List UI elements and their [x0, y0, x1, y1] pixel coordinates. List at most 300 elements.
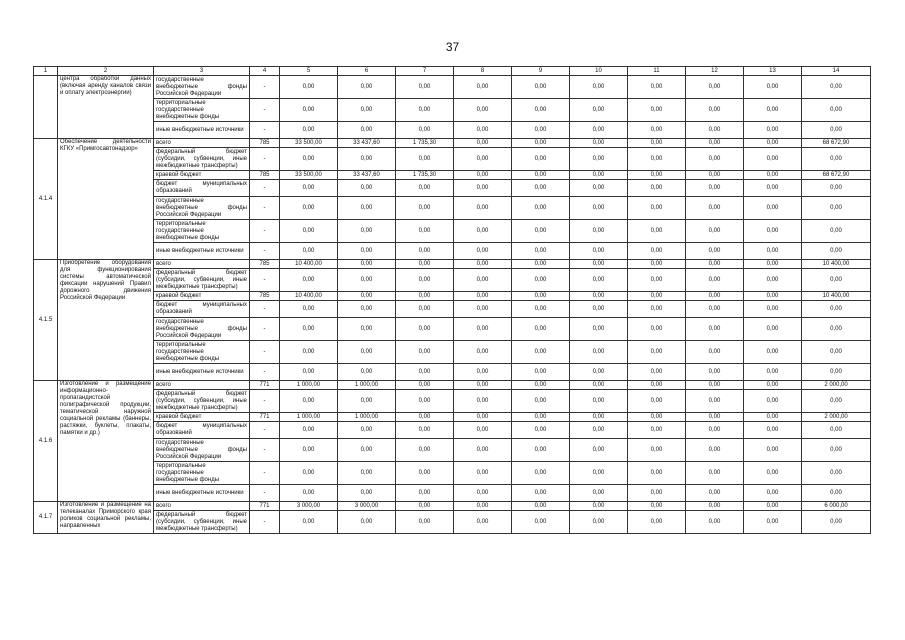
year-value: 0,00 — [338, 220, 396, 243]
funding-source: всего — [154, 381, 250, 390]
column-header-12: 12 — [686, 67, 744, 76]
total-value: 0,00 — [802, 269, 871, 292]
year-value: 0,00 — [628, 390, 686, 413]
year-value: 0,00 — [280, 364, 338, 381]
total-value: 0,00 — [802, 122, 871, 139]
table-row — [34, 180, 871, 197]
year-value: 0,00 — [628, 502, 686, 511]
year-value: 0,00 — [744, 292, 802, 301]
year-value: 0,00 — [338, 439, 396, 462]
year-value: 0,00 — [280, 422, 338, 439]
year-value: 0,00 — [744, 364, 802, 381]
year-value: 0,00 — [396, 220, 454, 243]
year-value: 0,00 — [570, 364, 628, 381]
year-value: 0,00 — [396, 364, 454, 381]
year-value: 0,00 — [744, 243, 802, 260]
funding-source: федеральный бюджет (субсидии, субвенции, иные межбюджетные трансферты) — [154, 511, 250, 534]
year-value: 0,00 — [454, 502, 512, 511]
year-value: 0,00 — [744, 180, 802, 197]
item-name: Обеспечение деятельности КГКУ «Примгосавтонадзор» — [58, 139, 154, 260]
year-value: 0,00 — [628, 171, 686, 180]
item-index — [34, 76, 58, 139]
year-value: 10 400,00 — [280, 260, 338, 269]
year-value: 0,00 — [280, 99, 338, 122]
total-value: 0,00 — [802, 318, 871, 341]
funding-source: иные внебюджетные источники — [154, 485, 250, 502]
item-name: центра обработки данных (включая аренду каналов связи и оплату электроэнергии) — [58, 76, 154, 139]
year-value: 0,00 — [280, 511, 338, 534]
year-value: 0,00 — [628, 301, 686, 318]
item-index: 4.1.6 — [34, 381, 58, 502]
year-value: 0,00 — [512, 220, 570, 243]
year-value: 0,00 — [628, 381, 686, 390]
funding-source: иные внебюджетные источники — [154, 364, 250, 381]
item-name: Изготовление и размещение на телеканалах Приморского края роликов социальной рекламы, направленных — [58, 502, 154, 534]
funding-source: государственные внебюджетные фонды Российской Федерации — [154, 197, 250, 220]
year-value: 0,00 — [280, 439, 338, 462]
year-value: 0,00 — [686, 502, 744, 511]
year-value: 0,00 — [396, 301, 454, 318]
budget-table-body — [34, 67, 871, 534]
year-value: 0,00 — [628, 148, 686, 171]
item-index: 4.1.5 — [34, 260, 58, 381]
year-value: 0,00 — [628, 139, 686, 148]
year-value: 0,00 — [744, 220, 802, 243]
funding-source: территориальные государственные внебюджетные фонды — [154, 99, 250, 122]
year-value: 0,00 — [512, 76, 570, 99]
year-value: 0,00 — [744, 462, 802, 485]
year-value: 0,00 — [628, 180, 686, 197]
year-value: 0,00 — [454, 381, 512, 390]
year-value: 0,00 — [454, 220, 512, 243]
table-row — [34, 364, 871, 381]
total-value: 0,00 — [802, 390, 871, 413]
table-row — [34, 381, 871, 390]
year-value: 0,00 — [512, 148, 570, 171]
year-value: 0,00 — [280, 301, 338, 318]
year-value: 0,00 — [338, 422, 396, 439]
year-value: 0,00 — [454, 422, 512, 439]
year-value: 0,00 — [686, 301, 744, 318]
budget-code: - — [250, 243, 280, 260]
total-value: 2 000,00 — [802, 413, 871, 422]
year-value: 0,00 — [338, 260, 396, 269]
year-value: 0,00 — [338, 511, 396, 534]
year-value: 0,00 — [396, 148, 454, 171]
year-value: 0,00 — [280, 318, 338, 341]
year-value: 0,00 — [280, 122, 338, 139]
year-value: 0,00 — [570, 260, 628, 269]
table-row — [34, 301, 871, 318]
year-value: 0,00 — [628, 341, 686, 364]
total-value: 0,00 — [802, 485, 871, 502]
year-value: 33 437,60 — [338, 171, 396, 180]
year-value: 0,00 — [744, 341, 802, 364]
year-value: 33 500,00 — [280, 171, 338, 180]
column-header-6: 6 — [338, 67, 396, 76]
year-value: 0,00 — [338, 341, 396, 364]
year-value: 0,00 — [396, 422, 454, 439]
year-value: 0,00 — [396, 99, 454, 122]
year-value: 0,00 — [628, 485, 686, 502]
year-value: 0,00 — [396, 269, 454, 292]
year-value: 0,00 — [338, 390, 396, 413]
table-row — [34, 422, 871, 439]
column-header-13: 13 — [744, 67, 802, 76]
year-value: 0,00 — [570, 76, 628, 99]
total-value: 68 672,90 — [802, 171, 871, 180]
budget-code: - — [250, 148, 280, 171]
year-value: 0,00 — [628, 292, 686, 301]
year-value: 0,00 — [512, 269, 570, 292]
year-value: 0,00 — [512, 292, 570, 301]
funding-source: федеральный бюджет (субсидии, субвенции, иные межбюджетные трансферты) — [154, 269, 250, 292]
year-value: 0,00 — [628, 462, 686, 485]
year-value: 0,00 — [744, 422, 802, 439]
year-value: 0,00 — [570, 439, 628, 462]
total-value: 10 400,00 — [802, 260, 871, 269]
year-value: 0,00 — [338, 301, 396, 318]
funding-source: территориальные государственные внебюджетные фонды — [154, 220, 250, 243]
budget-code: - — [250, 341, 280, 364]
year-value: 0,00 — [512, 171, 570, 180]
year-value: 0,00 — [628, 197, 686, 220]
funding-source: всего — [154, 139, 250, 148]
budget-table — [33, 66, 871, 534]
budget-code: - — [250, 220, 280, 243]
year-value: 0,00 — [628, 439, 686, 462]
year-value: 0,00 — [280, 76, 338, 99]
budget-code: - — [250, 197, 280, 220]
year-value: 0,00 — [570, 390, 628, 413]
year-value: 0,00 — [454, 197, 512, 220]
budget-code: - — [250, 76, 280, 99]
table-row — [34, 413, 871, 422]
year-value: 0,00 — [338, 197, 396, 220]
year-value: 0,00 — [628, 364, 686, 381]
funding-source: государственные внебюджетные фонды Российской Федерации — [154, 76, 250, 99]
table-row — [34, 462, 871, 485]
funding-source: краевой бюджет — [154, 171, 250, 180]
year-value: 0,00 — [570, 502, 628, 511]
year-value: 0,00 — [744, 390, 802, 413]
year-value: 0,00 — [396, 197, 454, 220]
year-value: 0,00 — [454, 180, 512, 197]
funding-source: краевой бюджет — [154, 292, 250, 301]
year-value: 0,00 — [512, 502, 570, 511]
year-value: 0,00 — [338, 180, 396, 197]
item-name: Изготовление и размещение информационно-пропагандистской полиграфической продукции, тематической наружной социальной рекламы (баннеры, растяжки, буклеты, плакаты, памятки и др.) — [58, 381, 154, 502]
table-row — [34, 139, 871, 148]
budget-code: - — [250, 364, 280, 381]
year-value: 0,00 — [686, 269, 744, 292]
year-value: 0,00 — [512, 381, 570, 390]
year-value: 0,00 — [512, 485, 570, 502]
year-value: 0,00 — [686, 122, 744, 139]
year-value: 0,00 — [570, 122, 628, 139]
item-index: 4.1.7 — [34, 502, 58, 534]
year-value: 0,00 — [686, 243, 744, 260]
column-header-5: 5 — [280, 67, 338, 76]
year-value: 0,00 — [570, 171, 628, 180]
year-value: 0,00 — [512, 364, 570, 381]
budget-code: - — [250, 122, 280, 139]
year-value: 0,00 — [280, 269, 338, 292]
year-value: 0,00 — [512, 413, 570, 422]
year-value: 0,00 — [512, 318, 570, 341]
year-value: 0,00 — [454, 364, 512, 381]
year-value: 0,00 — [744, 269, 802, 292]
budget-code: - — [250, 390, 280, 413]
year-value: 0,00 — [454, 439, 512, 462]
year-value: 0,00 — [686, 197, 744, 220]
year-value: 0,00 — [454, 269, 512, 292]
year-value: 0,00 — [744, 439, 802, 462]
budget-code: 771 — [250, 502, 280, 511]
year-value: 10 400,00 — [280, 292, 338, 301]
year-value: 0,00 — [570, 485, 628, 502]
year-value: 0,00 — [570, 413, 628, 422]
budget-code: - — [250, 511, 280, 534]
funding-source: краевой бюджет — [154, 413, 250, 422]
year-value: 0,00 — [686, 511, 744, 534]
year-value: 0,00 — [396, 292, 454, 301]
year-value: 0,00 — [570, 99, 628, 122]
table-row — [34, 502, 871, 511]
year-value: 0,00 — [686, 260, 744, 269]
year-value: 0,00 — [512, 197, 570, 220]
table-row — [34, 220, 871, 243]
year-value: 0,00 — [454, 292, 512, 301]
table-row — [34, 511, 871, 534]
funding-source: бюджет муниципальных образований — [154, 422, 250, 439]
year-value: 0,00 — [686, 220, 744, 243]
year-value: 0,00 — [454, 148, 512, 171]
year-value: 0,00 — [338, 318, 396, 341]
year-value: 0,00 — [744, 413, 802, 422]
column-header-4: 4 — [250, 67, 280, 76]
year-value: 0,00 — [512, 439, 570, 462]
year-value: 33 500,00 — [280, 139, 338, 148]
budget-code: - — [250, 318, 280, 341]
year-value: 33 437,60 — [338, 139, 396, 148]
year-value: 0,00 — [396, 511, 454, 534]
total-value: 0,00 — [802, 76, 871, 99]
column-header-7: 7 — [396, 67, 454, 76]
budget-code: - — [250, 462, 280, 485]
year-value: 0,00 — [686, 422, 744, 439]
total-value: 0,00 — [802, 220, 871, 243]
total-value: 0,00 — [802, 301, 871, 318]
year-value: 0,00 — [396, 260, 454, 269]
year-value: 0,00 — [686, 139, 744, 148]
year-value: 0,00 — [512, 180, 570, 197]
year-value: 0,00 — [280, 148, 338, 171]
year-value: 1 000,00 — [338, 413, 396, 422]
year-value: 0,00 — [454, 171, 512, 180]
year-value: 3 000,00 — [338, 502, 396, 511]
year-value: 0,00 — [686, 171, 744, 180]
year-value: 0,00 — [454, 243, 512, 260]
year-value: 1 735,30 — [396, 171, 454, 180]
year-value: 0,00 — [454, 139, 512, 148]
year-value: 0,00 — [454, 462, 512, 485]
year-value: 0,00 — [570, 462, 628, 485]
year-value: 0,00 — [338, 148, 396, 171]
year-value: 0,00 — [744, 171, 802, 180]
year-value: 0,00 — [744, 511, 802, 534]
year-value: 0,00 — [338, 269, 396, 292]
item-index: 4.1.4 — [34, 139, 58, 260]
budget-code: - — [250, 180, 280, 197]
column-header-14: 14 — [802, 67, 871, 76]
total-value: 0,00 — [802, 364, 871, 381]
year-value: 0,00 — [744, 99, 802, 122]
year-value: 0,00 — [396, 381, 454, 390]
year-value: 0,00 — [570, 422, 628, 439]
year-value: 0,00 — [686, 413, 744, 422]
page-number: 37 — [445, 40, 460, 54]
budget-code: 771 — [250, 381, 280, 390]
year-value: 0,00 — [744, 502, 802, 511]
year-value: 0,00 — [570, 148, 628, 171]
budget-code: - — [250, 301, 280, 318]
year-value: 0,00 — [744, 260, 802, 269]
table-row — [34, 76, 871, 99]
year-value: 0,00 — [338, 462, 396, 485]
year-value: 0,00 — [512, 341, 570, 364]
year-value: 0,00 — [744, 139, 802, 148]
year-value: 0,00 — [686, 341, 744, 364]
year-value: 1 000,00 — [338, 381, 396, 390]
table-row — [34, 243, 871, 260]
budget-code: 785 — [250, 139, 280, 148]
year-value: 0,00 — [570, 220, 628, 243]
year-value: 0,00 — [686, 180, 744, 197]
budget-code: 785 — [250, 260, 280, 269]
year-value: 0,00 — [686, 364, 744, 381]
funding-source: бюджет муниципальных образований — [154, 180, 250, 197]
year-value: 0,00 — [570, 318, 628, 341]
year-value: 0,00 — [396, 390, 454, 413]
year-value: 0,00 — [396, 413, 454, 422]
year-value: 0,00 — [338, 122, 396, 139]
funding-source: территориальные государственные внебюджетные фонды — [154, 341, 250, 364]
year-value: 0,00 — [628, 269, 686, 292]
total-value: 2 000,00 — [802, 381, 871, 390]
year-value: 0,00 — [454, 122, 512, 139]
funding-source: всего — [154, 260, 250, 269]
column-header-3: 3 — [154, 67, 250, 76]
year-value: 0,00 — [686, 390, 744, 413]
year-value: 0,00 — [744, 76, 802, 99]
total-value: 0,00 — [802, 148, 871, 171]
year-value: 0,00 — [628, 220, 686, 243]
year-value: 0,00 — [570, 381, 628, 390]
year-value: 0,00 — [570, 511, 628, 534]
year-value: 0,00 — [280, 390, 338, 413]
funding-source: государственные внебюджетные фонды Российской Федерации — [154, 318, 250, 341]
year-value: 0,00 — [454, 413, 512, 422]
total-value: 0,00 — [802, 511, 871, 534]
year-value: 0,00 — [454, 390, 512, 413]
column-header-8: 8 — [454, 67, 512, 76]
year-value: 0,00 — [570, 341, 628, 364]
total-value: 0,00 — [802, 422, 871, 439]
year-value: 0,00 — [570, 292, 628, 301]
year-value: 0,00 — [338, 485, 396, 502]
year-value: 0,00 — [744, 301, 802, 318]
funding-source: государственные внебюджетные фонды Российской Федерации — [154, 439, 250, 462]
total-value: 0,00 — [802, 439, 871, 462]
column-header-10: 10 — [570, 67, 628, 76]
funding-source: бюджет муниципальных образований — [154, 301, 250, 318]
year-value: 0,00 — [396, 180, 454, 197]
year-value: 0,00 — [744, 485, 802, 502]
year-value: 0,00 — [512, 462, 570, 485]
funding-source: иные внебюджетные источники — [154, 243, 250, 260]
year-value: 0,00 — [628, 122, 686, 139]
year-value: 0,00 — [744, 122, 802, 139]
year-value: 0,00 — [338, 76, 396, 99]
total-value: 0,00 — [802, 462, 871, 485]
year-value: 0,00 — [686, 148, 744, 171]
year-value: 0,00 — [628, 511, 686, 534]
year-value: 0,00 — [570, 269, 628, 292]
total-value: 10 400,00 — [802, 292, 871, 301]
year-value: 0,00 — [280, 180, 338, 197]
year-value: 0,00 — [454, 485, 512, 502]
year-value: 0,00 — [396, 341, 454, 364]
year-value: 0,00 — [454, 511, 512, 534]
year-value: 0,00 — [628, 76, 686, 99]
year-value: 0,00 — [512, 390, 570, 413]
year-value: 0,00 — [454, 99, 512, 122]
table-row — [34, 99, 871, 122]
budget-code: - — [250, 439, 280, 462]
year-value: 0,00 — [744, 381, 802, 390]
funding-source: территориальные государственные внебюджетные фонды — [154, 462, 250, 485]
budget-code: 771 — [250, 413, 280, 422]
year-value: 0,00 — [512, 122, 570, 139]
year-value: 0,00 — [628, 243, 686, 260]
year-value: 0,00 — [512, 301, 570, 318]
year-value: 0,00 — [686, 76, 744, 99]
year-value: 0,00 — [628, 260, 686, 269]
year-value: 0,00 — [686, 485, 744, 502]
funding-source: иные внебюджетные источники — [154, 122, 250, 139]
year-value: 3 000,00 — [280, 502, 338, 511]
year-value: 0,00 — [628, 413, 686, 422]
year-value: 0,00 — [686, 462, 744, 485]
total-value: 68 672,90 — [802, 139, 871, 148]
total-value: 0,00 — [802, 341, 871, 364]
column-header-2: 2 — [58, 67, 154, 76]
table-row — [34, 148, 871, 171]
budget-code: - — [250, 422, 280, 439]
year-value: 0,00 — [744, 197, 802, 220]
table-row — [34, 171, 871, 180]
year-value: 0,00 — [570, 197, 628, 220]
funding-source: федеральный бюджет (субсидии, субвенции, иные межбюджетные трансферты) — [154, 148, 250, 171]
column-header-9: 9 — [512, 67, 570, 76]
year-value: 0,00 — [396, 318, 454, 341]
year-value: 0,00 — [686, 381, 744, 390]
year-value: 0,00 — [396, 439, 454, 462]
year-value: 0,00 — [628, 99, 686, 122]
table-row — [34, 197, 871, 220]
year-value: 0,00 — [512, 511, 570, 534]
